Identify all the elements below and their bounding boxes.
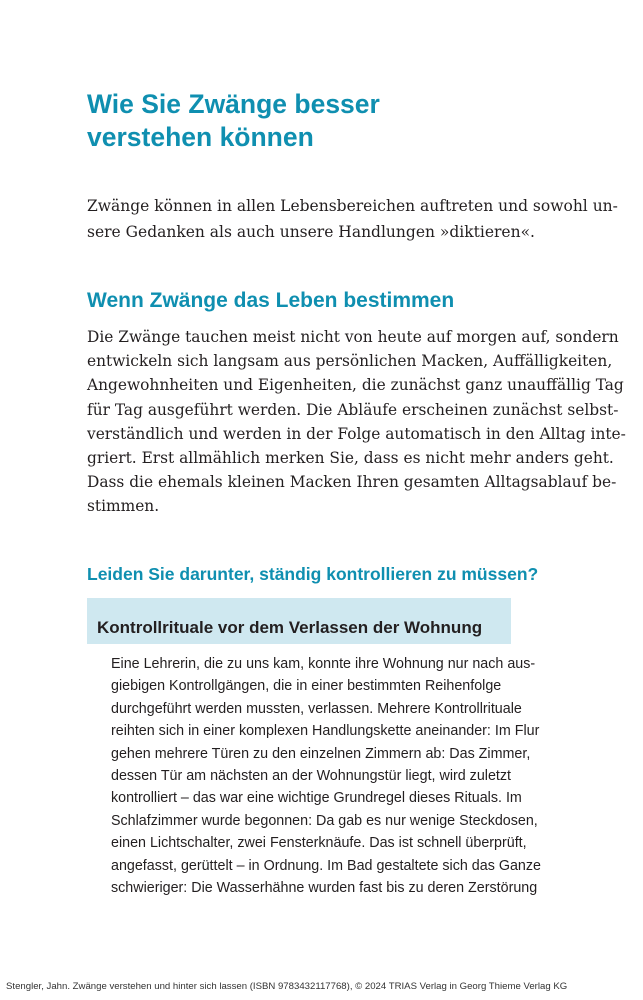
- case-line: kontrolliert – das war eine wichtige Grundregel dieses Rituals. Im: [111, 790, 522, 807]
- section-paragraph: [87, 325, 626, 519]
- page-title-line-1: Wie Sie Zwänge besser: [87, 89, 380, 119]
- subheading: Leiden Sie darunter, ständig kontrollieren zu müssen?: [87, 564, 539, 584]
- section-heading: Wenn Zwänge das Leben bestimmen: [87, 289, 455, 312]
- paragraph-line: Die Zwänge tauchen meist nicht von heute auf morgen auf, sondern: [87, 328, 619, 346]
- paragraph-line: Angewohnheiten und Eigenheiten, die zunächst ganz unauffällig Tag: [87, 376, 624, 395]
- intro-line: sere Gedanken als auch unsere Handlungen »diktieren«.: [87, 223, 535, 241]
- case-line: angefasst, gerüttelt – in Ordnung. Im Bad gestaltete sich das Ganze: [111, 857, 541, 874]
- case-line: durchgeführt werden mussten, verlassen. Mehrere Kontrollrituale: [111, 700, 522, 717]
- paragraph-line: griert. Erst allmählich merken Sie, dass es nicht mehr anders geht.: [87, 449, 614, 468]
- case-box-text: [111, 653, 541, 899]
- case-box-header: [87, 598, 511, 644]
- case-line: giebigen Kontrollgängen, die in einer bestimmten Reihenfolge: [111, 678, 502, 695]
- case-line: Schlafzimmer wurde begonnen: Da gab es nur wenige Steckdosen,: [111, 812, 538, 829]
- case-line: schwieriger: Die Wasserhähne wurden fast bis zu deren Zerstörung: [111, 880, 538, 897]
- case-line: gehen mehrere Türen zu den einzelnen Zimmern ab: Das Zimmer,: [111, 745, 531, 762]
- paragraph-line: verständlich und werden in der Folge automatisch in den Alltag inte-: [87, 424, 626, 443]
- intro-line: Zwänge können in allen Lebensbereichen auftreten und sowohl un-: [87, 197, 618, 215]
- paragraph-line: stimmen.: [87, 497, 160, 516]
- case-line: reihten sich in einer komplexen Handlungskette aneinander: Im Flur: [111, 723, 540, 740]
- page-title-line-2: verstehen können: [87, 122, 314, 152]
- paragraph-line: Dass die ehemals kleinen Macken Ihren gesamten Alltagsablauf be-: [87, 473, 617, 492]
- paragraph-line: für Tag ausgeführt werden. Die Abläufe erscheinen zunächst selbst-: [87, 400, 619, 419]
- paragraph-line: entwickeln sich langsam aus persönlichen Macken, Auffälligkeiten,: [87, 352, 613, 371]
- case-box-title: Kontrollrituale vor dem Verlassen der Wohnung: [97, 618, 483, 637]
- case-line: dessen Tür am nächsten an der Wohnungstür liegt, wird zuletzt: [111, 768, 511, 785]
- intro-paragraph: [87, 193, 618, 245]
- page-title: [87, 88, 557, 154]
- copyright-footer: Stengler, Jahn. Zwänge verstehen und hinter sich lassen (ISBN 9783432117768), © 2024 TRIAS Verlag in Georg Thieme Verlag KG: [6, 981, 568, 992]
- case-line: einen Lichtschalter, zwei Fensterknäufe. Das ist schnell überprüft,: [111, 835, 527, 852]
- case-line: Eine Lehrerin, die zu uns kam, konnte ihre Wohnung nur nach aus-: [111, 656, 536, 672]
